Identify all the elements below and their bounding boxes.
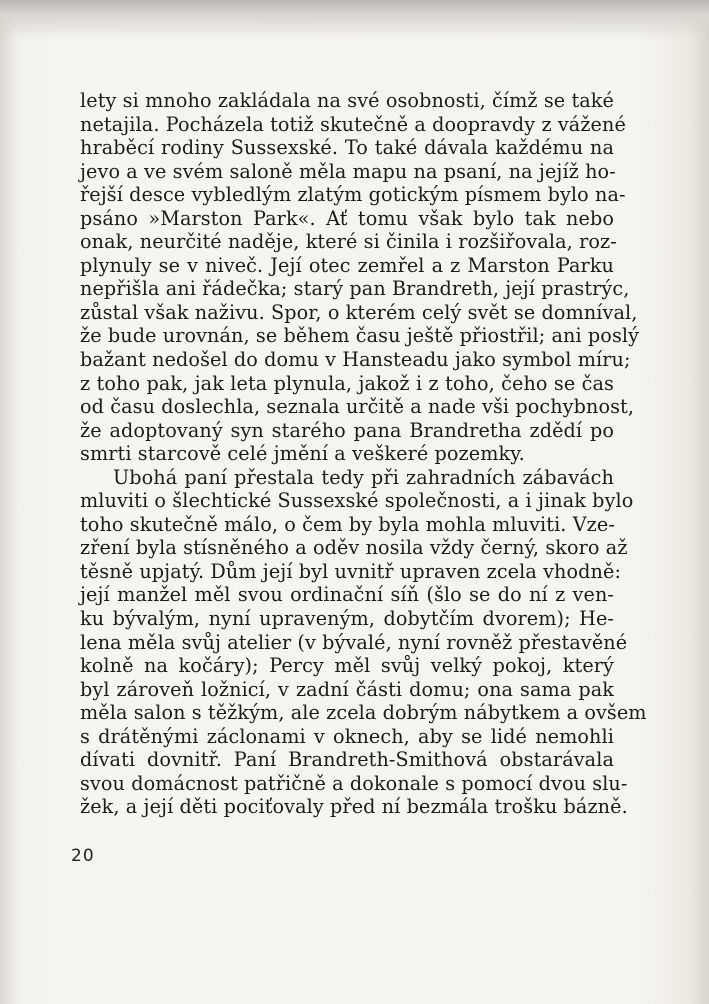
text-line: psáno »Marston Park«. Ať tomu však bylo tak nebo [80,206,614,230]
text-line: byl zároveň ložnicí, v zadní části domu; ona sama pak [80,677,614,701]
page-number: 20 [71,846,95,866]
text-line: že bude urovnán, se během času ještě přiostřil; ani poslý [80,324,640,348]
paragraph-2 [80,465,647,819]
text-line: že adoptovaný syn starého pana Brandretha zdědí po [80,418,614,442]
text-line: netajila. Pocházela totiž skutečně a doopravdy z vážené [80,112,626,136]
text-line: žek, a její děti pociťovaly před ní bezmála trošku bázně. [80,795,628,819]
paragraph-1 [80,89,640,466]
text-line: zření byla stísněného a oděv nosila vždy černý, skoro až [80,536,628,560]
text-line: lety si mnoho zakládala na své osobnosti, čímž se také [80,89,614,112]
text-line: mluviti o šlechtické Sussexské společnosti, a i jinak bylo [80,489,634,513]
text-line: řejší desce vybledlým zlatým gotickým písmem bylo na- [80,183,626,207]
text-line: plynuly se v niveč. Její otec zemřel a z Marston Parku [80,253,614,277]
text-line: nepřišla ani řádečka; starý pan Brandreth, její prastrýc, [80,277,630,301]
text-line: z toho pak, jak leta plynula, jakož i z toho, čeho se čas [80,371,614,395]
text-line: měla salon s těžkým, ale zcela dobrým nábytkem a ovšem [80,701,647,725]
text-line: Ubohá paní přestala tedy při zahradních zábavách [113,465,614,489]
text-line: těsně upjatý. Dům její byl uvnitř upraven zcela vhodně: [80,559,622,583]
text-line: smrti starcově celé jmění a veškeré pozemky. [80,442,525,466]
text-line: dívati dovnitř. Paní Brandreth-Smithová obstarávala [80,748,614,772]
body-text [80,89,647,819]
text-line: bažant nedošel do domu v Hansteadu jako symbol míru; [80,348,631,372]
text-line: ku bývalým, nyní upraveným, dobytčím dvorem); He- [80,607,614,631]
text-line: toho skutečně málo, o čem by byla mohla mluviti. Vze- [80,512,615,536]
text-line: svou domácnost patřičně a dokonale s pomocí dvou slu- [80,771,628,795]
text-line: jevo a ve svém saloně měla mapu na psaní, na jejíž ho- [80,159,616,183]
text-line: s drátěnými záclonami v oknech, aby se lidé nemohli [80,724,614,748]
text-line: od času doslechla, seznala určitě a nade vši pochybnost, [80,395,635,419]
text-line: její manžel měl svou ordinační síň (šlo se do ní z ven- [80,583,614,607]
text-line: kolně na kočáry); Percy měl svůj velký pokoj, který [80,654,614,678]
page-edge-shadow [0,0,709,40]
text-line: lena měla svůj atelier (v bývalé, nyní rovněž přestavěné [80,630,628,654]
text-line: onak, neurčité naděje, které si činila i rozšiřovala, roz- [80,230,617,254]
text-line: hraběcí rodiny Sussexské. To také dávala každému na [80,136,614,160]
text-line: zůstal však naživu. Spor, o kterém celý svět se domníval, [80,300,638,324]
